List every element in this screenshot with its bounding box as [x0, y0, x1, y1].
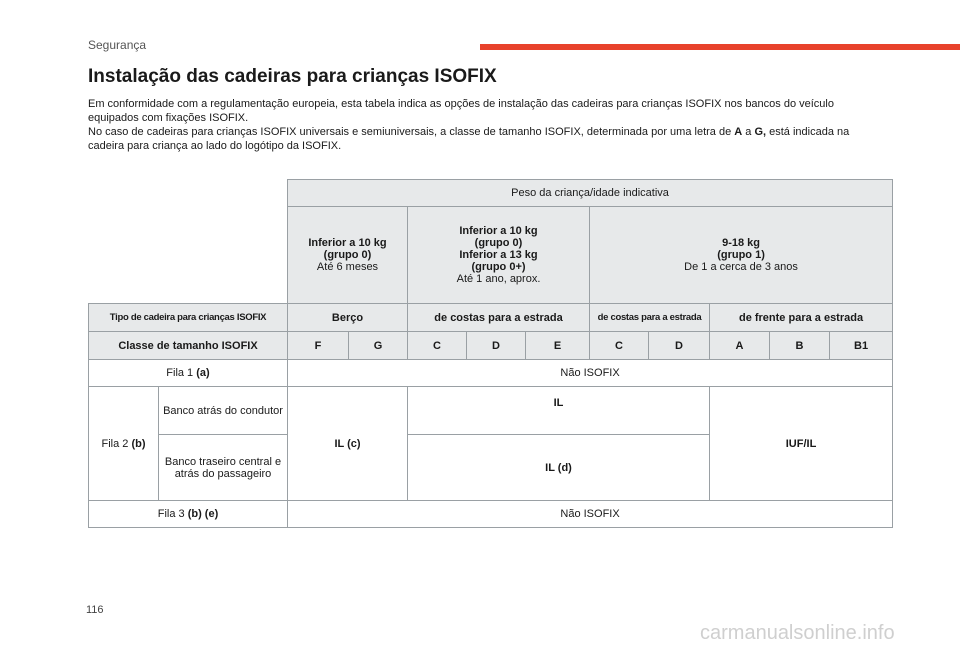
row-note: (b): [131, 437, 146, 450]
size-class: C: [590, 332, 649, 360]
page-title: Instalação das cadeiras para crianças ISOFIX: [88, 66, 497, 87]
section-label: Segurança: [88, 38, 147, 52]
row-label-text: Fila 1: [166, 367, 194, 379]
row-2-label: [89, 387, 159, 501]
group-0-cell: [288, 207, 408, 304]
watermark: carmanualsonline.info: [700, 622, 895, 644]
row-2-rear-value-b: IL (d): [408, 435, 710, 501]
group-weight: Inferior a 13 kg: [459, 249, 538, 261]
size-class-label: Classe de tamanho ISOFIX: [89, 332, 288, 360]
row-2-seat-b: Banco traseiro central e atrás do passageiro: [159, 435, 288, 501]
section-accent-bar: [480, 44, 960, 50]
group-name: (grupo 0): [323, 249, 372, 261]
row-2-crib-value: IL (c): [288, 387, 408, 501]
size-class: B1: [830, 332, 893, 360]
table-corner: [89, 207, 288, 304]
row-2-seat-a: Banco atrás do condutor: [159, 387, 288, 435]
size-class: G: [349, 332, 408, 360]
row-note: (b) (e): [187, 508, 219, 520]
seat-type-forward-facing: de frente para a estrada: [710, 304, 893, 332]
group-weight: 9-18 kg: [722, 237, 760, 249]
group-weight: Inferior a 10 kg: [308, 237, 387, 249]
intro-text-part: a: [742, 126, 755, 138]
row-label-text: Fila 2: [101, 437, 129, 450]
page-number: 116: [86, 604, 104, 616]
size-class: C: [408, 332, 467, 360]
weight-header: Peso da criança/idade indicativa: [288, 180, 893, 207]
row-label-text: Fila 3: [157, 508, 185, 520]
seat-type-rear-facing-2: de costas para a estrada: [590, 304, 710, 332]
intro-text-part: está indicada na cadeira para criança ao lado do logótipo da ISOFIX.: [88, 126, 850, 152]
group-1-cell: [590, 207, 893, 304]
size-class: A: [710, 332, 770, 360]
row-2-rear-value-a: IL: [408, 387, 710, 435]
row-2-forward-value: IUF/IL: [710, 387, 893, 501]
seat-type-rear-facing: de costas para a estrada: [408, 304, 590, 332]
group-age: Até 1 ano, aprox.: [456, 273, 541, 285]
intro-text: [88, 97, 878, 153]
group-age: De 1 a cerca de 3 anos: [684, 261, 798, 273]
row-1-label: [89, 360, 288, 387]
intro-paragraph-2: [88, 125, 878, 153]
isofix-table: [88, 179, 893, 528]
group-name: (grupo 0): [474, 237, 523, 249]
row-3-label: [89, 501, 288, 528]
row-1-value: Não ISOFIX: [288, 360, 893, 387]
row-note: (a): [196, 367, 210, 379]
table-corner: [89, 180, 288, 207]
intro-letter-a: A: [734, 126, 743, 138]
size-class: B: [770, 332, 830, 360]
size-class: D: [649, 332, 710, 360]
group-age: Até 6 meses: [316, 261, 379, 273]
row-3-value: Não ISOFIX: [288, 501, 893, 528]
seat-type-crib: Berço: [288, 304, 408, 332]
intro-paragraph-1: Em conformidade com a regulamentação europeia, esta tabela indica as opções de instalação das cadeiras para crianças ISOFIX nos bancos do veículo equipados com fixações ISOFIX.: [88, 98, 834, 124]
seat-type-label: Tipo de cadeira para crianças ISOFIX: [89, 304, 288, 332]
size-class: F: [288, 332, 349, 360]
group-0plus-cell: [408, 207, 590, 304]
intro-letter-g: G,: [754, 126, 767, 138]
group-name: (grupo 1): [717, 249, 765, 261]
size-class: E: [526, 332, 590, 360]
group-name: (grupo 0+): [471, 261, 526, 273]
intro-text-part: No caso de cadeiras para crianças ISOFIX universais e semiuniversais, a classe de tamanho ISOFIX, determinada por uma letra de: [88, 126, 735, 138]
size-class: D: [467, 332, 526, 360]
group-weight: Inferior a 10 kg: [459, 225, 538, 237]
